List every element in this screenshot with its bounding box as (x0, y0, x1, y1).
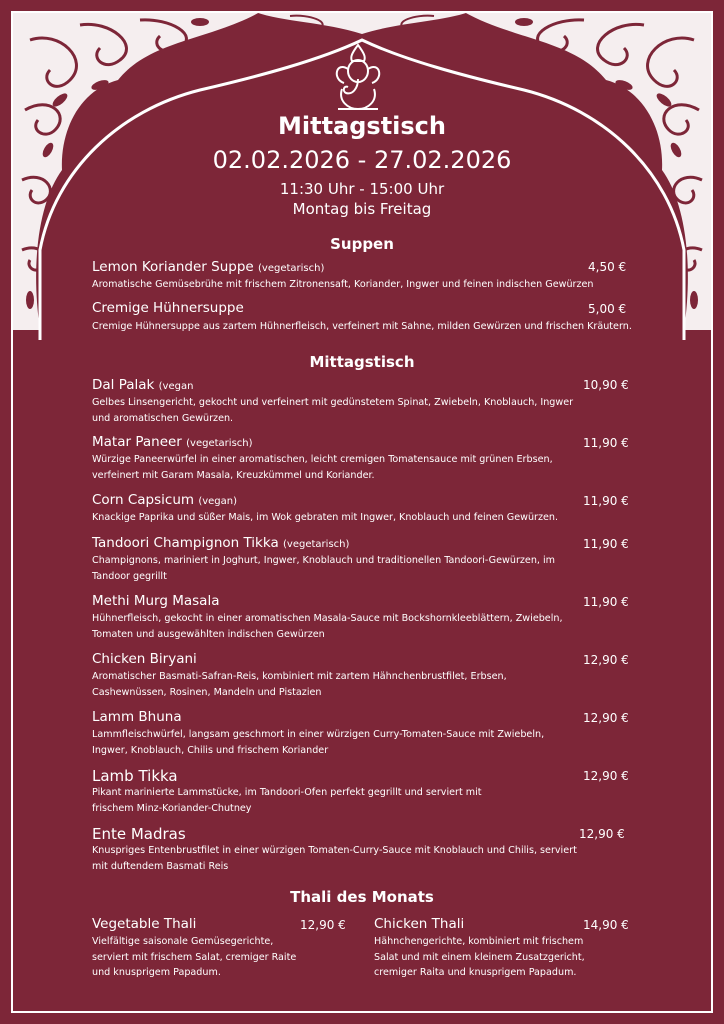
dish-name: Lamb Tikka (92, 767, 178, 785)
dish-price: 12,90 € (579, 827, 625, 841)
dish-price: 12,90 € (300, 918, 346, 932)
dish-price: 12,90 € (583, 711, 629, 725)
dish-description: Cremige Hühnersuppe aus zartem Hühnerfleisch, verfeinert mit Sahne, milden Gewürzen und frischen Kräutern. (92, 321, 632, 332)
dish-name: Matar Paneer (vegetarisch) (92, 434, 253, 450)
dish-description: Pikant marinierte Lammstücke, im Tandoori-Ofen perfekt gegrillt und serviert mit frischem Minz-Koriander-Chutney (92, 787, 482, 814)
dish-description: Würzige Paneerwürfel in einer aromatischen, leicht cremigen Tomatensauce mit grünen Erbsen, verfeinert mit Garam Masala, Kreuzkümmel und Koriander. (92, 454, 553, 481)
dish-name: Lamm Bhuna (92, 709, 182, 725)
dish-description: Aromatische Gemüsebrühe mit frischem Zitronensaft, Koriander, Ingwer und feinen indischen Gewürzen (92, 279, 594, 290)
dish-price: 4,50 € (588, 260, 627, 274)
dish-name: Ente Madras (92, 825, 186, 843)
dish-name: Chicken Biryani (92, 651, 197, 667)
section-title-soups: Suppen (330, 235, 394, 253)
dish-description: Knuspriges Entenbrustfilet in einer würzigen Tomaten-Curry-Sauce mit Knoblauch und Chilis, serviert mit duftendem Basmati Reis (92, 845, 577, 872)
dish-description: Hühnerfleisch, gekocht in einer aromatischen Masala-Sauce mit Bockshornkleeblättern, Zwiebeln, Tomaten und ausgewählten indischen Gewürzen (92, 613, 563, 640)
dish-description: Vielfältige saisonale Gemüsegerichte, serviert mit frischem Salat, cremiger Raite und knusprigem Papadum. (92, 936, 297, 978)
dish-name: Corn Capsicum (vegan) (92, 492, 238, 508)
dish-description: Gelbes Linsengericht, gekocht und verfeinert mit gedünstetem Spinat, Zwiebeln, Knoblauch, Ingwer und aromatischen Gewürzen. (92, 397, 574, 424)
dish-price: 11,90 € (583, 537, 629, 551)
dish-name: Lemon Koriander Suppe (vegetarisch) (92, 259, 325, 275)
dish-name: Methi Murg Masala (92, 593, 220, 609)
dish-price: 11,90 € (583, 595, 629, 609)
dish-price: 5,00 € (588, 302, 627, 316)
dish-price: 12,90 € (583, 653, 629, 667)
ganesha-icon (337, 45, 379, 109)
date-range: 02.02.2026 - 27.02.2026 (212, 146, 512, 174)
arch-ornament-top (255, 12, 469, 34)
dish-description: Aromatischer Basmati-Safran-Reis, kombiniert mit zartem Hähnchenbrustfilet, Erbsen, Cashewnüssen, Rosinen, Mandeln und Pistazien (92, 671, 507, 698)
dish-price: 10,90 € (583, 378, 629, 392)
dish-price: 11,90 € (583, 494, 629, 508)
dish-price: 14,90 € (583, 918, 629, 932)
dish-name: Tandoori Champignon Tikka (vegetarisch) (92, 535, 350, 551)
dish-price: 12,90 € (583, 769, 629, 783)
dish-description: Hähnchengerichte, kombiniert mit frischem Salat und mit einem kleinem Zusatzgericht, cremiger Raita und knusprigem Papadum. (374, 936, 585, 978)
dish-name: Vegetable Thali (92, 916, 197, 932)
dish-name: Cremige Hühnersuppe (92, 300, 244, 316)
dish-description: Champignons, mariniert in Joghurt, Ingwer, Knoblauch und traditionellen Tandoori-Gewürzen, im Tandoor gegrillt (92, 555, 556, 582)
dish-description: Knackige Paprika und süßer Mais, im Wok gebraten mit Ingwer, Knoblauch und feinen Gewürzen. (92, 512, 559, 523)
opening-hours: 11:30 Uhr - 15:00 Uhr (279, 180, 445, 198)
dish-name: Dal Palak (vegan (92, 377, 194, 393)
dish-price: 11,90 € (583, 436, 629, 450)
section-title-mains: Mittagstisch (309, 353, 415, 371)
section-title-thali: Thali des Monats (290, 888, 434, 906)
dish-description: Lammfleischwürfel, langsam geschmort in einer würzigen Curry-Tomaten-Sauce mit Zwiebeln, Ingwer, Knoblauch, Chilis und frischem Koriander (92, 729, 545, 756)
page-title: Mittagstisch (277, 112, 446, 140)
dish-name: Chicken Thali (374, 916, 465, 932)
opening-days: Montag bis Freitag (292, 200, 432, 218)
